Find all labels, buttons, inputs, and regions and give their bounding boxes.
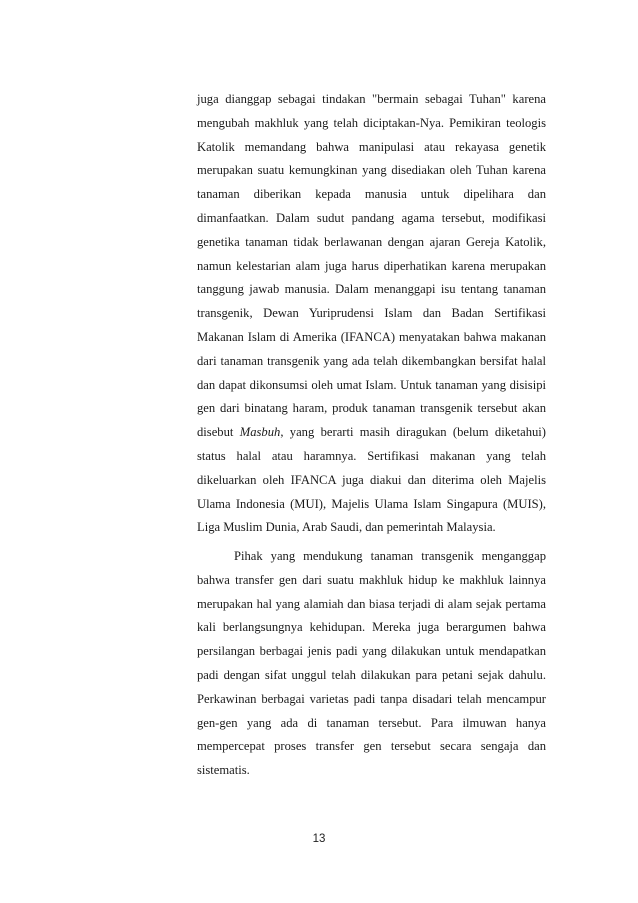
paragraph-2: [197, 545, 546, 783]
paragraph-1: [197, 88, 546, 540]
italic-term-masbuh: Masbuh: [239, 425, 281, 440]
page-number: 13: [312, 833, 326, 845]
paragraph-2-text: Pihak yang mendukung tanaman transgenik menganggap bahwa transfer gen dari suatu makhluk hidup ke makhluk lainnya merupakan hal yang alamiah dan biasa terjadi di alam sejak pertama kali berlangsungnya kehidupan. Mereka juga berargumen bahwa persilangan berbagai jenis padi yang dilakukan untuk mendapatkan padi dengan sifat unggul telah dilakukan para petani sejak dahulu. Perkawinan berbagai varietas padi tanpa disadari telah mencampur gen-gen yang ada di tanaman tersebut. Para ilmuwan hanya mempercepat proses transfer gen tersebut secara sengaja dan sistematis.: [197, 549, 546, 778]
paragraph-1-text-start: juga dianggap sebagai tindakan "bermain sebagai Tuhan" karena mengubah makhluk yang telah diciptakan-Nya. Pemikiran teologis Katolik memandang bahwa manipulasi atau rekayasa genetik merupakan suatu kemungkinan yang disediakan oleh Tuhan karena tanaman diberikan kepada manusia untuk dipelihara dan dimanfaatkan. Dalam sudut pandang agama tersebut, modifikasi genetika tanaman tidak berlawanan dengan ajaran Gereja Katolik, namun kelestarian alam juga harus diperhatikan karena merupakan tanggung jawab manusia. Dalam menanggapi isu tentang tanaman transgenik, Dewan Yuriprudensi Islam dan Badan Sertifikasi Makanan Islam di Amerika (IFANCA) menyatakan bahwa makanan dari tanaman transgenik yang ada telah dikembangkan bersifat halal dan dapat dikonsumsi oleh umat Islam. Untuk tanaman yang disisipi gen dari binatang haram, produk tanaman transgenik tersebut akan disebut: [197, 92, 546, 440]
paragraph-1-text-end: , yang berarti masih diragukan (belum diketahui) status halal atau haramnya. Sertifikasi makanan yang telah dikeluarkan oleh IFANCA juga diakui dan diterima oleh Majelis Ulama Indonesia (MUI), Majelis Ulama Islam Singapura (MUIS), Liga Muslim Dunia, Arab Saudi, dan pemerintah Malaysia.: [197, 425, 546, 535]
